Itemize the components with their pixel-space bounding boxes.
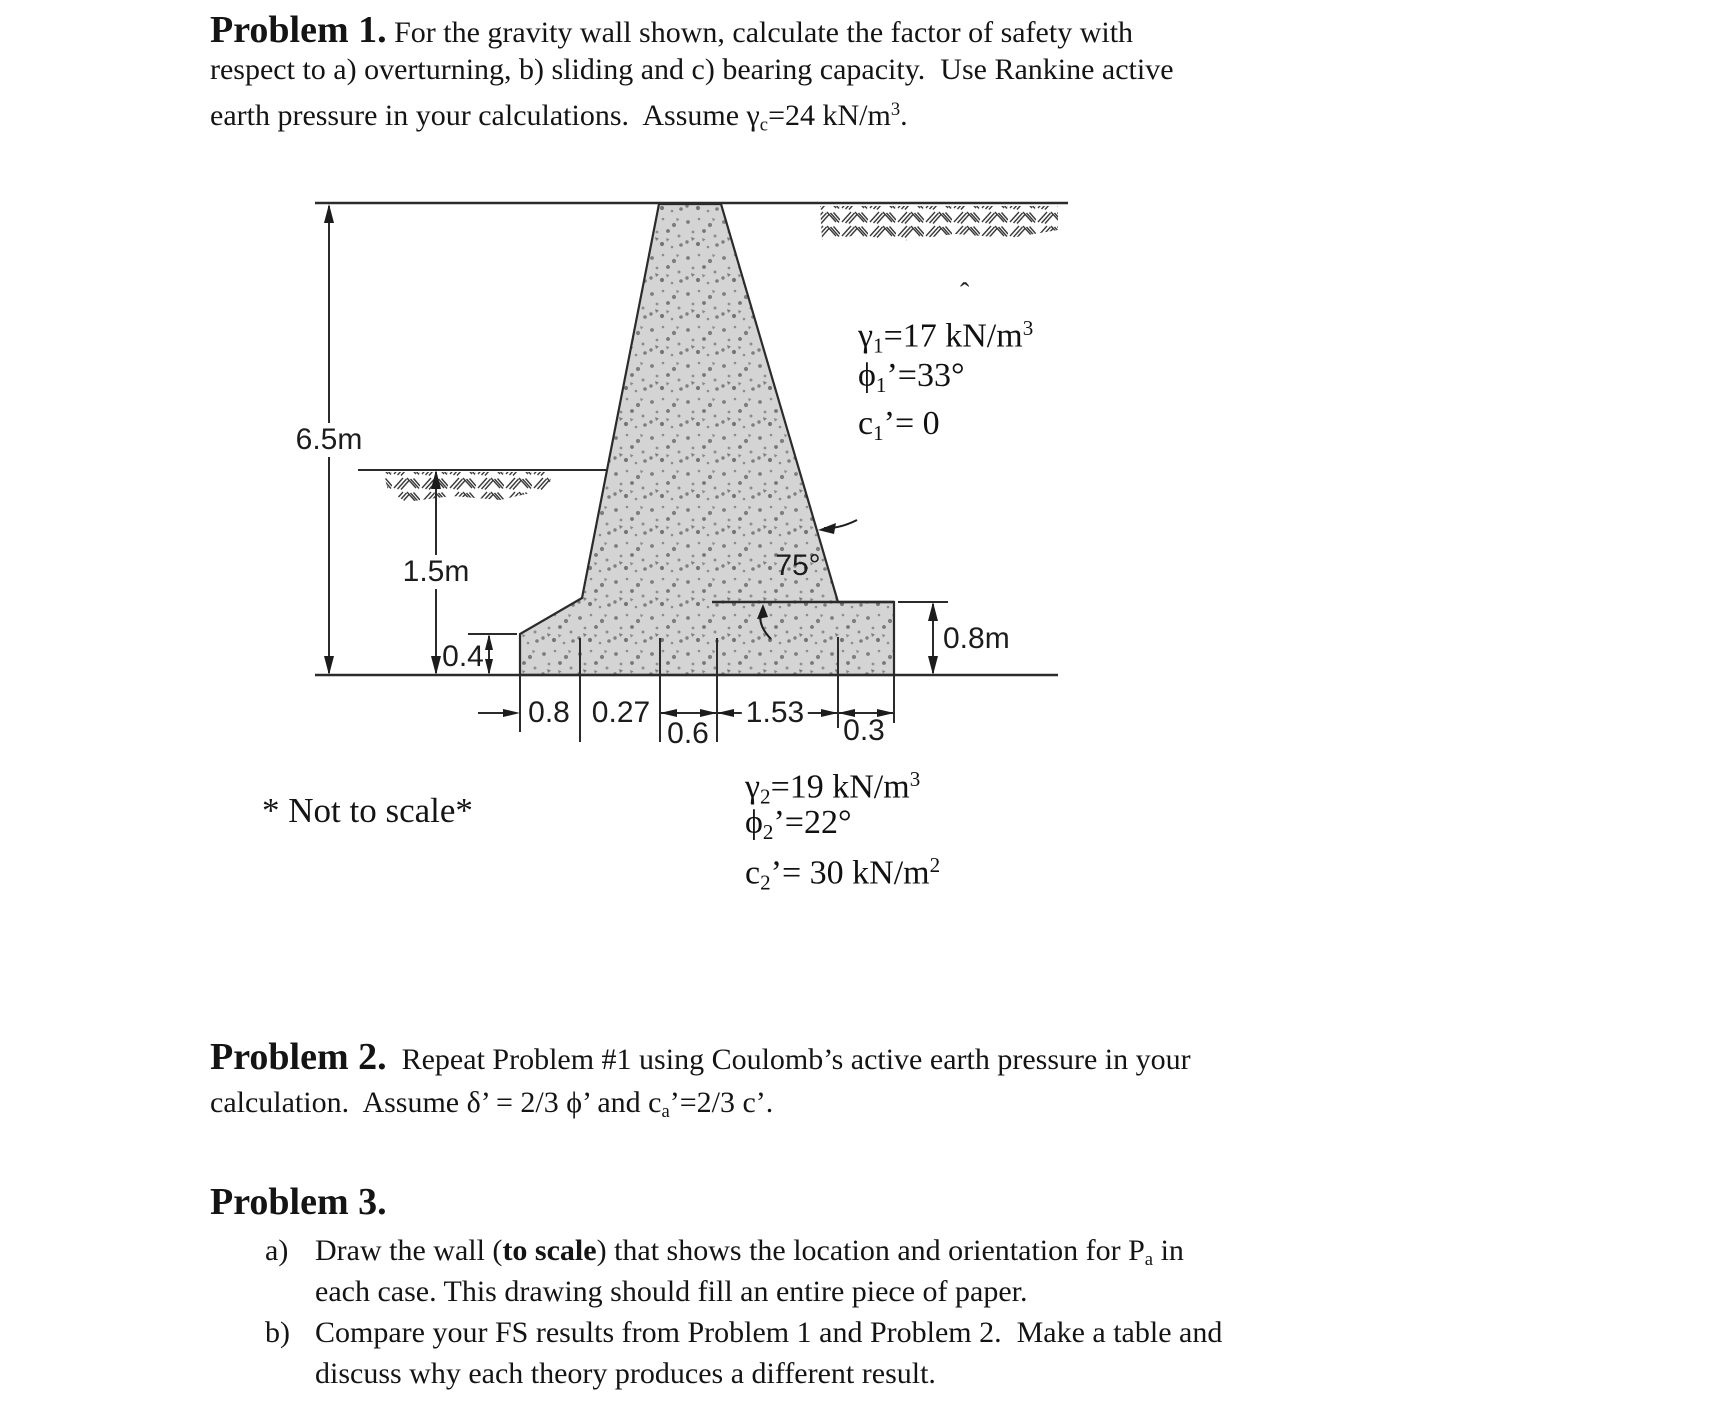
problem3-list [265, 1230, 1222, 1394]
problem2-paragraph [210, 1034, 1191, 1126]
text-line: each case. This drawing should fill an entire piece of paper. [315, 1275, 1028, 1308]
soil2-properties [745, 758, 941, 895]
toe-height-label: 0.4 [442, 640, 484, 673]
text-line: Compare your FS results from Problem 1 and Problem 2. Make a table and [315, 1316, 1223, 1349]
wall-body-speckle [520, 204, 894, 675]
text-line: γ1=17 $kN/m^3$ [858, 316, 1034, 358]
item-a-marker: a) [265, 1234, 289, 1267]
not-to-scale-note: * Not to scale* [262, 791, 473, 830]
text-line: calculation. Assume δ’ = 2/3 ϕ’ and ca’=2/3 c’. [210, 1086, 774, 1123]
item-b-marker: b) [265, 1316, 290, 1349]
text-line: γ2=19 $kN/m^3$ [745, 767, 921, 809]
item-a-text [315, 1230, 1184, 1312]
text-line: respect to a) overturning, b) sliding and c) bearing capacity. Use Rankine active [210, 53, 1174, 86]
scan-caret-artifact: ˆ [960, 278, 970, 309]
front-soil-hatch [383, 472, 553, 502]
embedment-label: 1.5m [399, 555, 474, 589]
soil1-properties [858, 304, 1033, 448]
base-dim-5-label: 0.3 [843, 714, 885, 747]
problem1-paragraph [210, 9, 1174, 136]
base-dim-1-label: 0.8 [524, 696, 574, 730]
text-line: ϕ2’=22° [745, 804, 852, 844]
problem3-item-b [265, 1312, 1222, 1394]
text-line: Draw the wall (to scale) that shows the location and orientation for Pa in [315, 1234, 1184, 1271]
wall-height-label: 6.5m [292, 423, 367, 457]
text-line: Problem 3. [210, 1181, 387, 1223]
footing-height-label: 0.8m [943, 622, 1010, 655]
base-dim-2-label: 0.27 [588, 696, 654, 730]
text-line: Problem 1. For the gravity wall shown, calculate the factor of safety with [210, 9, 1134, 51]
text-line: ϕ1’=33° [858, 357, 965, 397]
text-line: earth pressure in your calculations. Assume γc=24 $kN/m^3$. [210, 99, 908, 136]
problem3-item-a [265, 1230, 1222, 1312]
problem3-heading [210, 1180, 1222, 1224]
item-b-text [315, 1312, 1222, 1394]
base-dim-3-label: 0.6 [667, 717, 709, 750]
batter-angle-label: 75° [775, 549, 821, 582]
problem3-section [210, 1180, 1222, 1394]
dim-0-8m [928, 602, 938, 675]
text-line: discuss why each theory produces a different result. [315, 1357, 936, 1390]
dim-0-4 [485, 634, 493, 675]
text-line: c1’= 0 [858, 405, 940, 445]
face-pointer-arrow [818, 520, 857, 534]
text-line: Problem 2. Repeat Problem #1 using Coulomb’s active earth pressure in your [210, 1036, 1191, 1078]
backfill-hatch [820, 206, 1058, 241]
text-line: c2’= 30 $kN/m^2$ [745, 853, 941, 895]
base-dim-4-label: 1.53 [742, 696, 808, 730]
